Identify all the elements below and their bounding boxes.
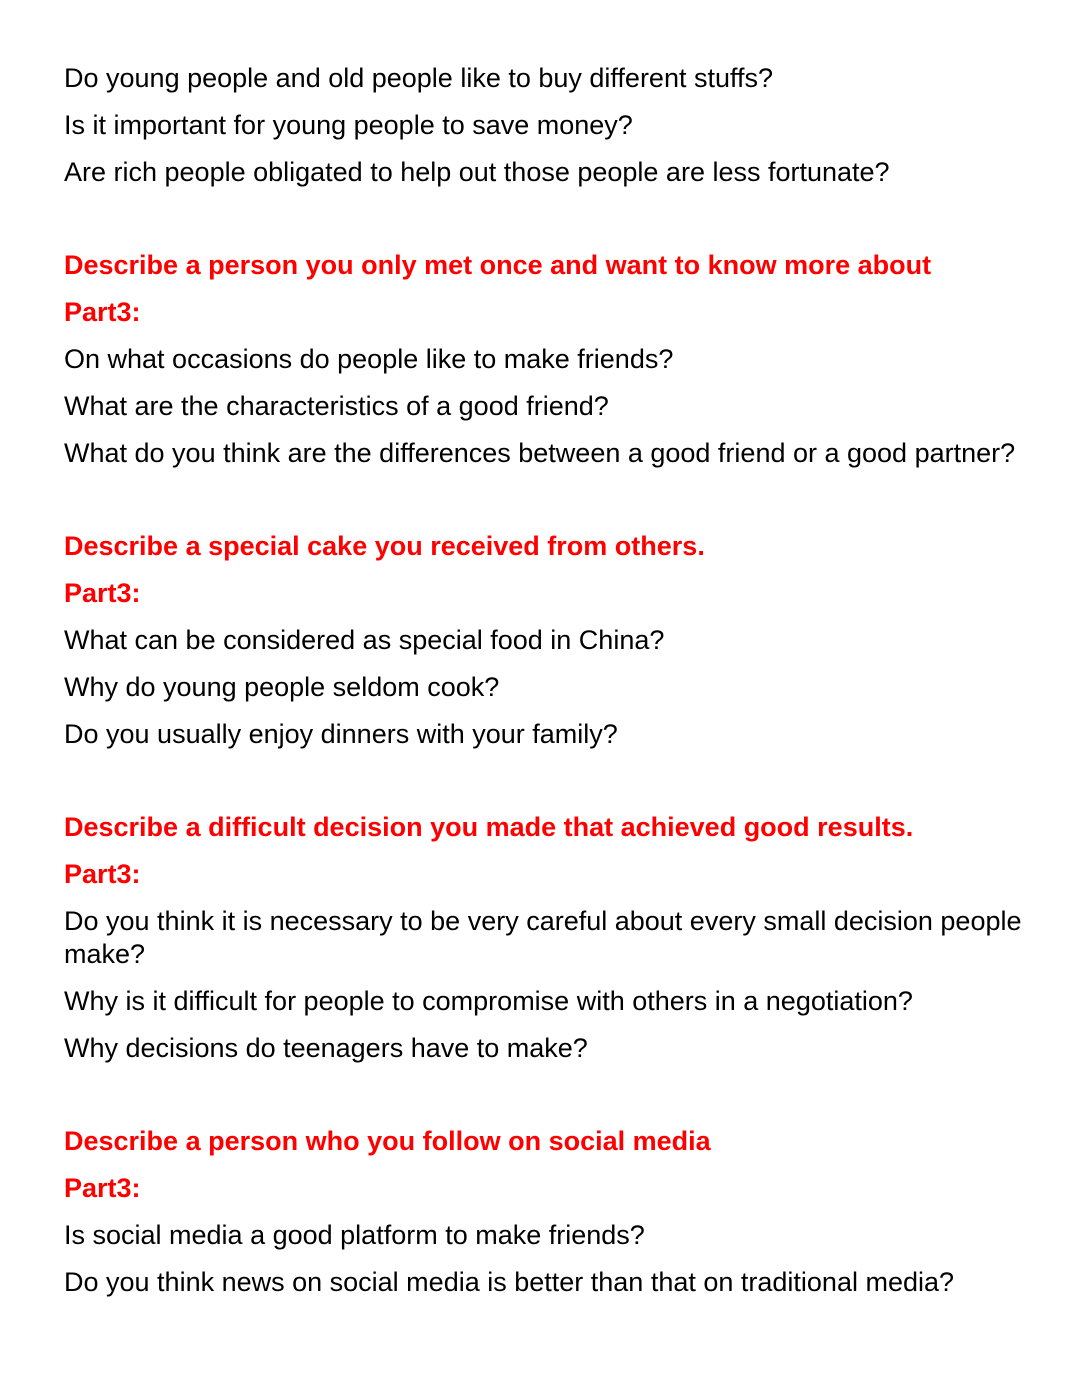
topic-title: Describe a person who you follow on social media (64, 1126, 711, 1156)
topic-title: Describe a person you only met once and want to know more about (64, 250, 932, 280)
part-label: Part3: (64, 1173, 141, 1203)
question: Is it important for young people to save money? (64, 110, 633, 140)
spacer (64, 203, 1024, 249)
question: What can be considered as special food in China? (64, 625, 665, 655)
question: Why decisions do teenagers have to make? (64, 1033, 588, 1063)
question: What are the characteristics of a good friend? (64, 391, 609, 421)
question: Do you think it is necessary to be very careful about every small decision people make? (64, 906, 1022, 969)
question: On what occasions do people like to make friends? (64, 344, 674, 374)
question: Why do young people seldom cook? (64, 672, 500, 702)
question: Is social media a good platform to make friends? (64, 1220, 645, 1250)
topic-section (64, 811, 1024, 1065)
spacer (64, 765, 1024, 811)
spacer (64, 484, 1024, 530)
intro-question-list (64, 62, 1024, 189)
spacer (64, 1079, 1024, 1125)
topic-section (64, 1125, 1024, 1299)
part-label: Part3: (64, 578, 141, 608)
question: What do you think are the differences between a good friend or a good partner? (64, 438, 1016, 468)
question: Do you usually enjoy dinners with your family? (64, 719, 618, 749)
question: Do you think news on social media is better than that on traditional media? (64, 1267, 955, 1297)
question: Do young people and old people like to buy different stuffs? (64, 63, 774, 93)
part-label: Part3: (64, 297, 141, 327)
document-page (64, 62, 1024, 1313)
topic-section (64, 530, 1024, 751)
question: Why is it difficult for people to compromise with others in a negotiation? (64, 986, 913, 1016)
question: Are rich people obligated to help out those people are less fortunate? (64, 157, 890, 187)
topic-title: Describe a difficult decision you made that achieved good results. (64, 812, 914, 842)
topic-section (64, 249, 1024, 470)
topic-title: Describe a special cake you received from others. (64, 531, 705, 561)
part-label: Part3: (64, 859, 141, 889)
